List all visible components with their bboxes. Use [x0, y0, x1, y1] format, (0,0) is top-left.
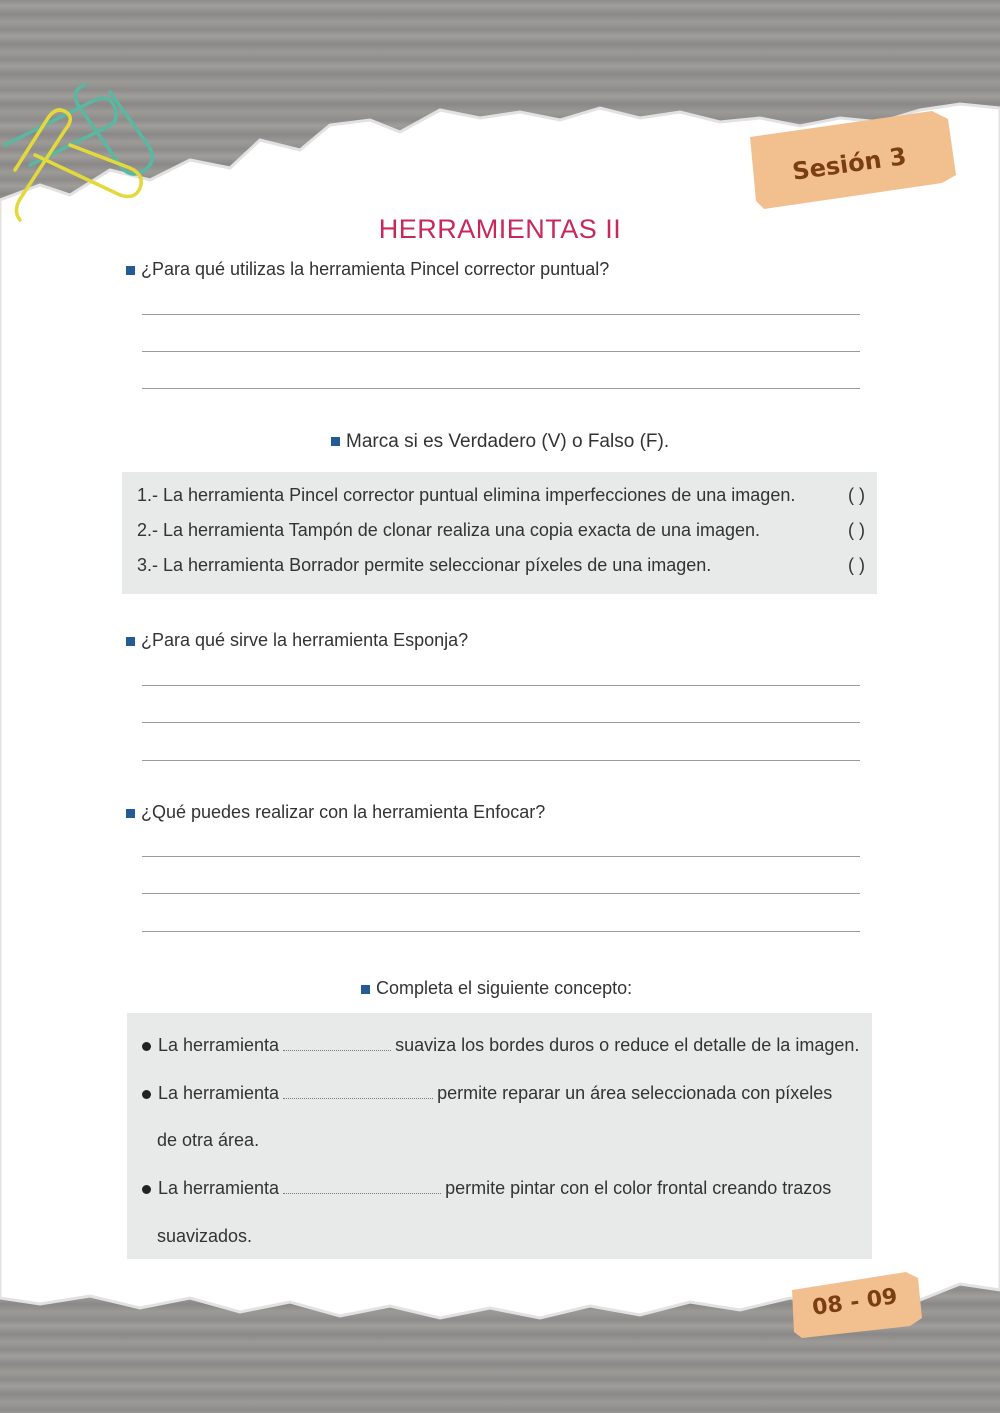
answer-box[interactable]: ( ) [848, 520, 865, 540]
concept-item-3 [142, 1178, 831, 1199]
answer-line[interactable] [142, 893, 860, 894]
concept-item-2 [142, 1083, 832, 1104]
question-1 [126, 259, 609, 280]
true-false-item-text: 2.- La herramienta Tampón de clonar realiza una copia exacta de una imagen. [137, 520, 761, 540]
square-bullet-icon [331, 437, 340, 446]
concept-item-prefix: La herramienta [158, 1178, 280, 1198]
true-false-item-text: 1.- La herramienta Pincel corrector puntual elimina imperfecciones de una imagen. [137, 485, 796, 505]
concept-item-suffix: permite reparar un área seleccionada con píxeles [437, 1083, 833, 1103]
question-3 [126, 802, 545, 823]
square-bullet-icon [126, 809, 135, 818]
session-tag-label: Sesión 3 [790, 142, 909, 186]
concept-item-3-continuation: suavizados. [157, 1226, 253, 1246]
answer-box[interactable]: ( ) [848, 555, 865, 575]
concept-item-suffix: suaviza los bordes duros o reduce el detalle de la imagen. [395, 1035, 860, 1055]
answer-box[interactable]: ( ) [848, 485, 865, 505]
answer-line[interactable] [142, 931, 860, 932]
concept-item-prefix: La herramienta [158, 1083, 280, 1103]
answer-line[interactable] [142, 722, 860, 723]
answer-line[interactable] [142, 760, 860, 761]
true-false-item-2 [137, 520, 865, 541]
page-number-tag [786, 1268, 924, 1340]
true-false-item-1 [137, 485, 865, 506]
concept-item-prefix: La herramienta [158, 1035, 280, 1055]
question-1-text: ¿Para qué utilizas la herramienta Pincel corrector puntual? [141, 259, 610, 279]
square-bullet-icon [361, 985, 370, 994]
answer-line[interactable] [142, 388, 860, 389]
question-2-text: ¿Para qué sirve la herramienta Esponja? [141, 630, 469, 650]
true-false-item-text: 3.- La herramienta Borrador permite seleccionar píxeles de una imagen. [137, 555, 712, 575]
concept-heading [361, 978, 632, 999]
question-3-text: ¿Qué puedes realizar con la herramienta Enfocar? [141, 802, 546, 822]
square-bullet-icon [126, 266, 135, 275]
page-title: HERRAMIENTAS II [378, 214, 622, 244]
answer-line[interactable] [142, 856, 860, 857]
concept-item-suffix: permite pintar con el color frontal creando trazos [445, 1178, 832, 1198]
question-2 [126, 630, 468, 651]
round-bullet-icon [142, 1090, 151, 1099]
answer-line[interactable] [142, 351, 860, 352]
concept-item-1 [142, 1035, 859, 1056]
answer-line[interactable] [142, 314, 860, 315]
round-bullet-icon [142, 1185, 151, 1194]
square-bullet-icon [126, 637, 135, 646]
fill-in-blank[interactable] [283, 1181, 441, 1194]
fill-in-blank[interactable] [283, 1086, 433, 1099]
page-number-label: 08 - 09 [810, 1284, 900, 1321]
answer-line[interactable] [142, 685, 860, 686]
concept-item-2-continuation: de otra área. [157, 1130, 260, 1150]
concept-heading-text: Completa el siguiente concepto: [376, 978, 633, 998]
true-false-heading [331, 431, 669, 453]
fill-in-blank[interactable] [283, 1038, 391, 1051]
true-false-item-3 [137, 555, 865, 576]
true-false-heading-text: Marca si es Verdadero (V) o Falso (F). [346, 431, 670, 452]
session-tag [742, 105, 957, 215]
round-bullet-icon [142, 1042, 151, 1051]
